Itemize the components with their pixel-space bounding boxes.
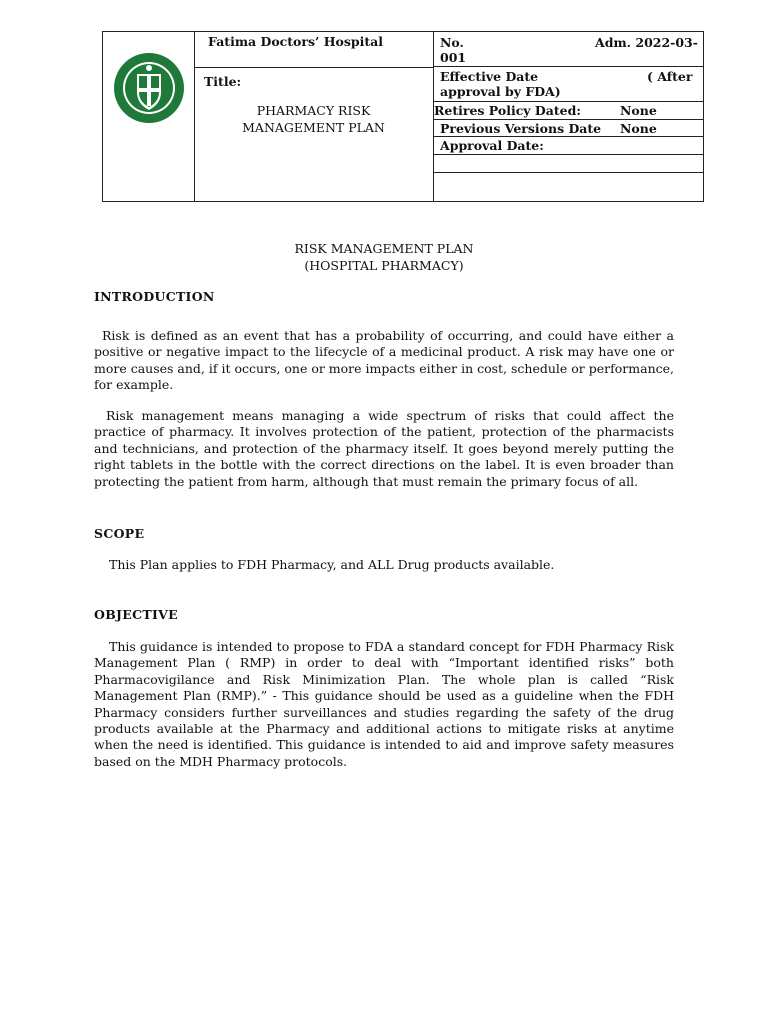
intro-paragraph-2: Risk management means managing a wide spectrum of risks that could affect the practice of pharmacy. It involves protection of the patient, protection of the pharmacists and technicians, and protection of the pharmacy itself. It goes beyond merely putting the right tablets in the bottle with the correct directions on the label. It is even broader than protecting the patient from harm, although that must remain the primary focus of all. — [94, 408, 674, 489]
intro-paragraph-1: Risk is defined as an event that has a probability of occurring, and could have either a positive or negative impact to the lifecycle of a medicinal product. A risk may have one or more causes and, if it occurs, one or more impacts either in cost, schedule or performance, for example. — [94, 328, 674, 393]
title-column — [194, 32, 434, 201]
doc-number: Adm. 2022-03- — [595, 35, 698, 50]
retires-row — [433, 102, 703, 120]
doc-number-row — [433, 32, 703, 67]
doc-number-cont: 001 — [440, 50, 467, 65]
previous-versions-row — [433, 120, 703, 137]
plan-title-line2: MANAGEMENT PLAN — [242, 120, 385, 135]
document-title — [0, 240, 768, 274]
previous-value: None — [620, 121, 657, 136]
hospital-seal-logo — [113, 52, 185, 124]
no-label: No. — [440, 35, 464, 50]
previous-label: Previous Versions Date — [440, 121, 602, 136]
objective-paragraph: This guidance is intended to propose to FDA a standard concept for FDH Pharmacy Risk Management Plan ( RMP) in order to deal with “Important identified risks” both Pharmacovigilance and Risk Minimization Plan. The whole plan is called “Risk Management Plan (RMP).” - This guidance should be used as a guideline when the FDH Pharmacy considers further surveillances and studies regarding the safety of the drug products available at the Pharmacy and additional actions to mitigate risks at anytime when the need is identified. This guidance is intended to aid and improve safety measures based on the MDH Pharmacy protocols. — [94, 639, 674, 769]
effective-date-value-cont: approval by FDA) — [440, 84, 561, 99]
effective-date-row — [433, 67, 703, 102]
retires-label: Retires Policy Dated: — [434, 103, 581, 118]
document-title-line1: RISK MANAGEMENT PLAN — [294, 241, 474, 256]
scope-paragraph: This Plan applies to FDH Pharmacy, and ALL Drug products available. — [109, 557, 555, 572]
document-header-table — [102, 31, 704, 202]
document-title-line2: (HOSPITAL PHARMACY) — [304, 258, 464, 273]
retires-value: None — [620, 103, 657, 118]
introduction-heading: INTRODUCTION — [94, 289, 215, 304]
title-label: Title: — [204, 74, 242, 89]
hospital-name: Fatima Doctors’ Hospital — [208, 34, 384, 49]
hospital-name-cell — [194, 32, 433, 68]
empty-row — [433, 155, 703, 173]
plan-title — [194, 102, 433, 136]
objective-heading: OBJECTIVE — [94, 607, 178, 622]
scope-heading: SCOPE — [94, 526, 145, 541]
effective-date-label: Effective Date — [440, 69, 539, 84]
approval-label: Approval Date: — [440, 138, 544, 153]
approval-date-row — [433, 137, 703, 155]
plan-title-line1: PHARMACY RISK — [256, 103, 371, 118]
logo-cell — [103, 32, 195, 201]
effective-date-value: ( After — [647, 69, 693, 84]
metadata-column — [433, 32, 703, 201]
